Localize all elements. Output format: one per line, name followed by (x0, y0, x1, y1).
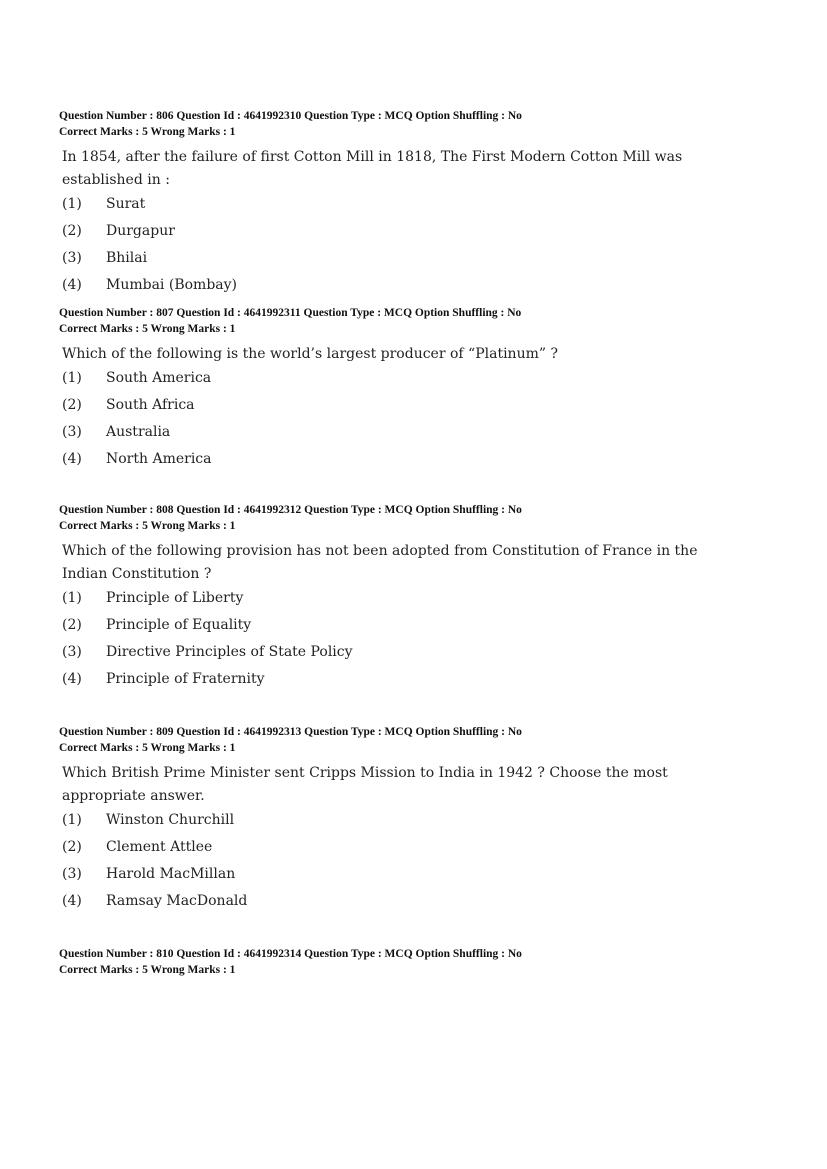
question-meta: Question Number : 807 Question Id : 4641992311 Question Type : MCQ Option Shuffling : No (59, 307, 522, 319)
option-number: (2) (62, 223, 82, 239)
option-number: (3) (62, 250, 82, 266)
option-text: South Africa (106, 397, 195, 413)
question-text: In 1854, after the failure of first Cotton Mill in 1818, The First Modern Cotton Mill was established in : (62, 149, 683, 188)
option-number: (1) (62, 812, 82, 828)
option-item (59, 644, 759, 671)
option-number: (1) (62, 590, 82, 606)
option-number: (2) (62, 839, 82, 855)
option-text: Surat (106, 196, 146, 212)
option-item (59, 196, 759, 223)
question-marks: Correct Marks : 5 Wrong Marks : 1 (59, 742, 236, 754)
question-block (59, 946, 759, 978)
option-text: Durgapur (106, 223, 175, 239)
option-number: (3) (62, 424, 82, 440)
option-text: Harold MacMillan (106, 866, 236, 882)
option-list (59, 812, 759, 920)
option-list (59, 590, 759, 698)
option-item (59, 223, 759, 250)
option-item (59, 617, 759, 644)
option-item (59, 866, 759, 893)
option-text: Principle of Liberty (106, 590, 244, 606)
question-marks: Correct Marks : 5 Wrong Marks : 1 (59, 323, 236, 335)
option-item (59, 397, 759, 424)
option-item (59, 590, 759, 617)
option-number: (4) (62, 893, 82, 909)
option-text: Australia (106, 424, 171, 440)
option-text: Directive Principles of State Policy (106, 644, 353, 660)
option-number: (3) (62, 644, 82, 660)
option-item (59, 671, 759, 698)
option-text: Mumbai (Bombay) (106, 277, 237, 293)
option-number: (1) (62, 370, 82, 386)
option-item (59, 893, 759, 920)
option-item (59, 370, 759, 397)
option-text: Clement Attlee (106, 839, 213, 855)
question-meta: Question Number : 810 Question Id : 4641992314 Question Type : MCQ Option Shuffling : No (59, 948, 522, 960)
option-number: (4) (62, 451, 82, 467)
option-text: South America (106, 370, 212, 386)
question-meta: Question Number : 809 Question Id : 4641992313 Question Type : MCQ Option Shuffling : No (59, 726, 522, 738)
question-text: Which British Prime Minister sent Cripps Mission to India in 1942 ? Choose the most appropriate answer. (62, 765, 668, 804)
question-block (59, 108, 759, 304)
option-number: (4) (62, 277, 82, 293)
question-text: Which of the following is the world’s largest producer of “Platinum” ? (62, 346, 558, 362)
question-block (59, 502, 759, 698)
question-marks: Correct Marks : 5 Wrong Marks : 1 (59, 964, 236, 976)
option-text: Principle of Equality (106, 617, 252, 633)
option-number: (4) (62, 671, 82, 687)
option-item (59, 250, 759, 277)
question-marks: Correct Marks : 5 Wrong Marks : 1 (59, 126, 236, 138)
question-meta: Question Number : 808 Question Id : 4641992312 Question Type : MCQ Option Shuffling : No (59, 504, 522, 516)
option-number: (2) (62, 617, 82, 633)
question-text: Which of the following provision has not been adopted from Constitution of France in the Indian Constitution ? (62, 543, 698, 582)
option-text: North America (106, 451, 212, 467)
option-text: Ramsay MacDonald (106, 893, 248, 909)
question-meta: Question Number : 806 Question Id : 4641992310 Question Type : MCQ Option Shuffling : No (59, 110, 522, 122)
option-text: Winston Churchill (106, 812, 235, 828)
option-number: (1) (62, 196, 82, 212)
option-text: Principle of Fraternity (106, 671, 265, 687)
question-block (59, 724, 759, 920)
option-item (59, 277, 759, 304)
option-list (59, 370, 759, 478)
question-marks: Correct Marks : 5 Wrong Marks : 1 (59, 520, 236, 532)
option-number: (2) (62, 397, 82, 413)
question-block (59, 305, 759, 478)
option-item (59, 812, 759, 839)
option-text: Bhilai (106, 250, 148, 266)
option-item (59, 424, 759, 451)
option-number: (3) (62, 866, 82, 882)
option-item (59, 451, 759, 478)
option-item (59, 839, 759, 866)
option-list (59, 196, 759, 304)
